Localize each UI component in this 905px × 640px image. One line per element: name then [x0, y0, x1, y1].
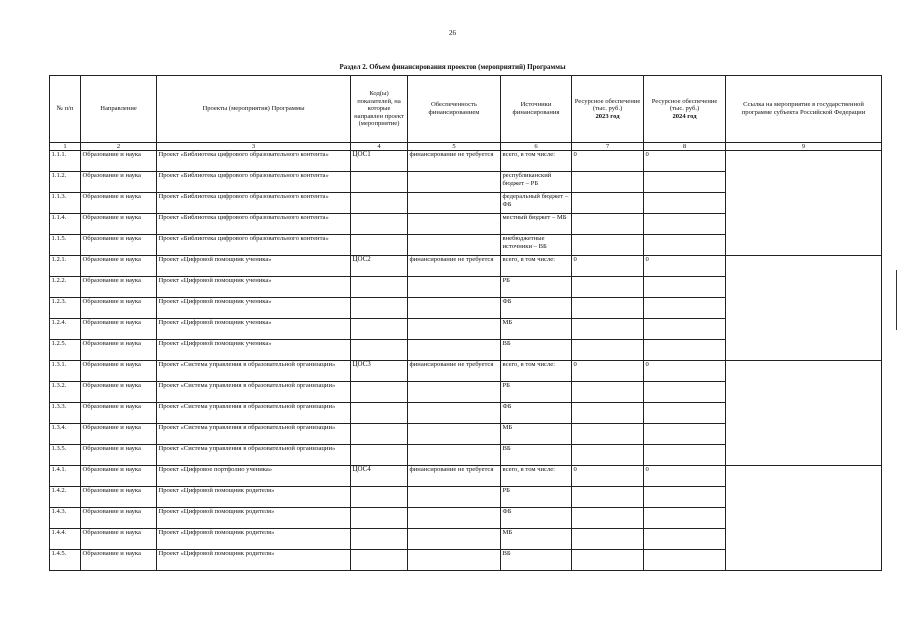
row-resource-2024 — [644, 277, 726, 298]
row-resource-2023 — [572, 340, 644, 361]
row-direction: Образование и наука — [81, 487, 157, 508]
row-project: Проект «Библиотека цифрового образовательного контента» — [157, 193, 351, 214]
row-project: Проект «Система управления в образовательной организации» — [157, 403, 351, 424]
table-body — [50, 151, 882, 571]
row-number: 1.1.3. — [50, 193, 81, 214]
header-resources-2024: Ресурсное обеспечение (тыс. руб.) 2024 год — [644, 76, 726, 143]
row-number: 1.4.4. — [50, 529, 81, 550]
row-direction: Образование и наука — [81, 382, 157, 403]
row-funding-source: республиканский бюджет – РБ — [501, 172, 572, 193]
column-number: 8 — [644, 143, 726, 151]
row-resource-2024 — [644, 424, 726, 445]
row-project: Проект «Система управления в образовательной организации» — [157, 361, 351, 382]
row-funding-status — [408, 214, 501, 235]
row-number: 1.1.4. — [50, 214, 81, 235]
row-project: Проект «Библиотека цифрового образовательного контента» — [157, 151, 351, 172]
row-project: Проект «Цифровой помощник родителя» — [157, 487, 351, 508]
row-resource-2023 — [572, 403, 644, 424]
column-number: 7 — [572, 143, 644, 151]
row-number: 1.2.5. — [50, 340, 81, 361]
row-project: Проект «Цифровой помощник родителя» — [157, 529, 351, 550]
row-number: 1.4.1. — [50, 466, 81, 487]
row-funding-source: всего, в том числе: — [501, 256, 572, 277]
row-direction: Образование и наука — [81, 424, 157, 445]
row-resource-2023 — [572, 382, 644, 403]
row-direction: Образование и наука — [81, 151, 157, 172]
row-state-program-link — [726, 361, 882, 466]
row-direction: Образование и наука — [81, 235, 157, 256]
row-direction: Образование и наука — [81, 550, 157, 571]
row-funding-source: федеральный бюджет – ФБ — [501, 193, 572, 214]
row-funding-source: МБ — [501, 319, 572, 340]
row-resource-2023 — [572, 298, 644, 319]
column-number: 5 — [408, 143, 501, 151]
row-resource-2024 — [644, 172, 726, 193]
row-indicator-code — [351, 235, 408, 256]
row-direction: Образование и наука — [81, 256, 157, 277]
row-resource-2023 — [572, 172, 644, 193]
row-direction: Образование и наука — [81, 214, 157, 235]
row-resource-2023: 0 — [572, 151, 644, 172]
row-resource-2023 — [572, 277, 644, 298]
row-resource-2024 — [644, 235, 726, 256]
row-indicator-code — [351, 382, 408, 403]
column-number: 9 — [726, 143, 882, 151]
row-resource-2023 — [572, 487, 644, 508]
row-resource-2024 — [644, 340, 726, 361]
row-funding-status — [408, 403, 501, 424]
row-funding-source: РБ — [501, 382, 572, 403]
row-project: Проект «Цифровой помощник ученика» — [157, 340, 351, 361]
row-indicator-code: ЦОС3 — [351, 361, 408, 382]
row-direction: Образование и наука — [81, 403, 157, 424]
header-indicator-codes: Код(ы) показателей, на которые направлен проект (мероприятие) — [351, 76, 408, 143]
row-resource-2024 — [644, 382, 726, 403]
row-funding-status: финансирование не требуется — [408, 151, 501, 172]
column-number: 6 — [501, 143, 572, 151]
row-funding-status — [408, 340, 501, 361]
row-funding-status — [408, 193, 501, 214]
row-resource-2023 — [572, 319, 644, 340]
row-resource-2024 — [644, 403, 726, 424]
row-number: 1.3.1. — [50, 361, 81, 382]
header-funding-sources: Источники финансирования — [501, 76, 572, 143]
row-project: Проект «Система управления в образовательной организации» — [157, 445, 351, 466]
table-row — [50, 361, 882, 382]
row-funding-source: МБ — [501, 529, 572, 550]
row-indicator-code: ЦОС4 — [351, 466, 408, 487]
row-resource-2024 — [644, 529, 726, 550]
row-funding-status — [408, 172, 501, 193]
row-resource-2023 — [572, 445, 644, 466]
row-number: 1.2.2. — [50, 277, 81, 298]
financing-table — [49, 75, 882, 571]
row-funding-source: РБ — [501, 487, 572, 508]
row-indicator-code — [351, 319, 408, 340]
row-funding-source: ВБ — [501, 340, 572, 361]
row-indicator-code — [351, 445, 408, 466]
row-number: 1.2.1. — [50, 256, 81, 277]
row-indicator-code — [351, 403, 408, 424]
row-resource-2023 — [572, 508, 644, 529]
row-indicator-code — [351, 424, 408, 445]
row-resource-2024: 0 — [644, 256, 726, 277]
page-number: 26 — [449, 29, 456, 37]
row-indicator-code — [351, 214, 408, 235]
row-resource-2023 — [572, 550, 644, 571]
row-number: 1.4.3. — [50, 508, 81, 529]
row-resource-2023: 0 — [572, 256, 644, 277]
row-resource-2023 — [572, 235, 644, 256]
row-direction: Образование и наука — [81, 172, 157, 193]
row-project: Проект «Цифровой помощник ученика» — [157, 298, 351, 319]
row-direction: Образование и наука — [81, 340, 157, 361]
row-direction: Образование и наука — [81, 277, 157, 298]
row-direction: Образование и наука — [81, 508, 157, 529]
header-number: № п/п — [50, 76, 81, 143]
row-funding-status: финансирование не требуется — [408, 466, 501, 487]
row-number: 1.1.2. — [50, 172, 81, 193]
row-funding-status: финансирование не требуется — [408, 256, 501, 277]
row-project: Проект «Система управления в образовательной организации» — [157, 382, 351, 403]
table-row — [50, 256, 882, 277]
row-indicator-code — [351, 193, 408, 214]
row-project: Проект «Цифровой помощник родителя» — [157, 550, 351, 571]
row-funding-status — [408, 382, 501, 403]
row-indicator-code — [351, 529, 408, 550]
header-projects: Проекты (мероприятия) Программы — [157, 76, 351, 143]
row-direction: Образование и наука — [81, 466, 157, 487]
column-number-row — [50, 143, 882, 151]
row-project: Проект «Библиотека цифрового образовательного контента» — [157, 235, 351, 256]
row-project: Проект «Цифровой помощник ученика» — [157, 319, 351, 340]
row-funding-source: всего, в том числе: — [501, 466, 572, 487]
row-resource-2024 — [644, 550, 726, 571]
section-title: Раздел 2. Объем финансирования проектов (мероприятий) Программы — [339, 63, 566, 71]
row-number: 1.3.3. — [50, 403, 81, 424]
row-funding-status — [408, 319, 501, 340]
row-resource-2024 — [644, 193, 726, 214]
row-funding-source: ФБ — [501, 298, 572, 319]
scan-edge-mark — [896, 270, 897, 330]
row-indicator-code — [351, 298, 408, 319]
row-resource-2024 — [644, 214, 726, 235]
table-row — [50, 151, 882, 172]
row-indicator-code — [351, 277, 408, 298]
row-funding-status — [408, 298, 501, 319]
row-direction: Образование и наука — [81, 319, 157, 340]
row-resource-2023 — [572, 424, 644, 445]
row-indicator-code: ЦОС2 — [351, 256, 408, 277]
row-funding-source: ВБ — [501, 550, 572, 571]
row-direction: Образование и наука — [81, 298, 157, 319]
row-number: 1.4.2. — [50, 487, 81, 508]
row-resource-2024: 0 — [644, 361, 726, 382]
row-resource-2024 — [644, 445, 726, 466]
row-funding-status — [408, 529, 501, 550]
row-funding-source: всего, в том числе: — [501, 361, 572, 382]
row-number: 1.3.2. — [50, 382, 81, 403]
column-number: 1 — [50, 143, 81, 151]
row-indicator-code: ЦОС1 — [351, 151, 408, 172]
row-project: Проект «Цифровой помощник ученика» — [157, 256, 351, 277]
row-project: Проект «Цифровой помощник родителя» — [157, 508, 351, 529]
row-resource-2023: 0 — [572, 361, 644, 382]
row-number: 1.2.4. — [50, 319, 81, 340]
row-resource-2024 — [644, 319, 726, 340]
row-indicator-code — [351, 550, 408, 571]
row-project: Проект «Библиотека цифрового образовательного контента» — [157, 172, 351, 193]
column-number: 3 — [157, 143, 351, 151]
row-funding-status — [408, 550, 501, 571]
row-funding-source: местный бюджет – МБ — [501, 214, 572, 235]
row-funding-source: МБ — [501, 424, 572, 445]
row-number: 1.4.5. — [50, 550, 81, 571]
row-funding-status — [408, 235, 501, 256]
header-direction: Направление — [81, 76, 157, 143]
header-state-program-link: Ссылка на мероприятие в государственной программе субъекта Российской Федерации — [726, 76, 882, 143]
column-number: 4 — [351, 143, 408, 151]
row-resource-2024 — [644, 508, 726, 529]
row-funding-source: внебюджетные источники – ВБ — [501, 235, 572, 256]
column-number: 2 — [81, 143, 157, 151]
row-funding-status — [408, 487, 501, 508]
row-indicator-code — [351, 487, 408, 508]
row-resource-2023 — [572, 214, 644, 235]
row-resource-2023: 0 — [572, 466, 644, 487]
row-funding-status — [408, 508, 501, 529]
row-indicator-code — [351, 172, 408, 193]
row-number: 1.3.4. — [50, 424, 81, 445]
row-project: Проект «Цифровой помощник ученика» — [157, 277, 351, 298]
row-funding-source: РБ — [501, 277, 572, 298]
row-funding-source: всего, в том числе: — [501, 151, 572, 172]
row-project: Проект «Цифровое портфолио ученика» — [157, 466, 351, 487]
row-funding-source: ФБ — [501, 508, 572, 529]
row-funding-source: ФБ — [501, 403, 572, 424]
row-direction: Образование и наука — [81, 193, 157, 214]
table-header-row — [50, 76, 882, 143]
row-project: Проект «Библиотека цифрового образовательного контента» — [157, 214, 351, 235]
row-resource-2024 — [644, 487, 726, 508]
row-indicator-code — [351, 340, 408, 361]
row-number: 1.2.3. — [50, 298, 81, 319]
row-state-program-link — [726, 466, 882, 571]
row-resource-2024 — [644, 298, 726, 319]
row-project: Проект «Система управления в образовательной организации» — [157, 424, 351, 445]
row-state-program-link — [726, 256, 882, 361]
row-direction: Образование и наука — [81, 361, 157, 382]
row-resource-2023 — [572, 193, 644, 214]
row-resource-2023 — [572, 529, 644, 550]
row-direction: Образование и наука — [81, 445, 157, 466]
row-funding-status — [408, 277, 501, 298]
header-funding-status: Обеспеченность финансированием — [408, 76, 501, 143]
row-funding-status — [408, 445, 501, 466]
row-number: 1.1.5. — [50, 235, 81, 256]
row-state-program-link — [726, 151, 882, 256]
row-direction: Образование и наука — [81, 529, 157, 550]
table-row — [50, 466, 882, 487]
row-indicator-code — [351, 508, 408, 529]
row-resource-2024: 0 — [644, 151, 726, 172]
row-number: 1.1.1. — [50, 151, 81, 172]
row-funding-status — [408, 424, 501, 445]
row-number: 1.3.5. — [50, 445, 81, 466]
row-funding-source: ВБ — [501, 445, 572, 466]
header-resources-2023: Ресурсное обеспечение (тыс. руб.) 2023 год — [572, 76, 644, 143]
row-funding-status: финансирование не требуется — [408, 361, 501, 382]
row-resource-2024: 0 — [644, 466, 726, 487]
